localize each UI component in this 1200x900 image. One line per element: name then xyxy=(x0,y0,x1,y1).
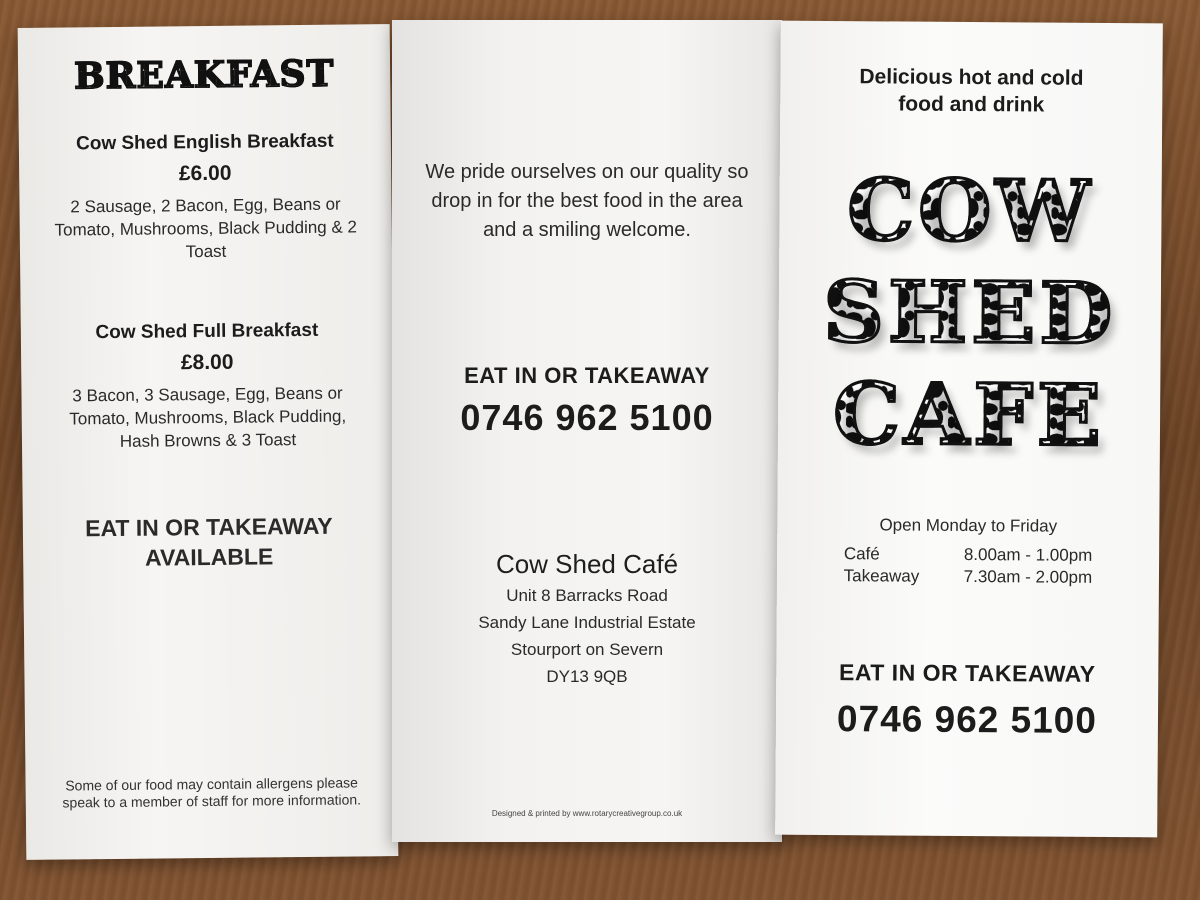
opening-hours-table xyxy=(844,543,1093,589)
hours-row xyxy=(844,543,1093,567)
logo-line: COW xyxy=(846,160,1095,261)
logo-line: SHED xyxy=(823,261,1117,364)
menu-item-description: 2 Sausage, 2 Bacon, Egg, Beans or Tomato, Mushrooms, Black Pudding & 2 Toast xyxy=(54,194,358,262)
printer-credit: Designed & printed by www.rotarycreativegroup.co.uk xyxy=(491,809,683,818)
menu-item-price: £8.00 xyxy=(180,350,234,375)
cafe-name: Cow Shed Café xyxy=(495,549,679,579)
address-line: Unit 8 Barracks Road xyxy=(506,586,668,605)
tagline xyxy=(780,63,1162,120)
hours-time: 7.30am - 2.00pm xyxy=(963,566,1093,587)
menu-item xyxy=(21,319,394,454)
opening-days: Open Monday to Friday xyxy=(879,515,1058,536)
hours-row xyxy=(844,565,1093,589)
hours-label: Takeaway xyxy=(843,566,920,586)
tagline-line2: food and drink xyxy=(898,92,1045,117)
eat-in-line2: AVAILABLE xyxy=(144,543,274,571)
phone-number: 0746 962 5100 xyxy=(836,698,1098,741)
phone-number: 0746 962 5100 xyxy=(460,397,714,438)
allergen-note: Some of our food may contain allergens please speak to a member of staff for more information. xyxy=(62,774,362,811)
menu-item-name: Cow Shed English Breakfast xyxy=(75,130,334,155)
address-line: DY13 9QB xyxy=(546,667,628,686)
eat-in-title: EAT IN OR TAKEAWAY xyxy=(838,659,1096,687)
hours-time: 8.00am - 1.00pm xyxy=(963,544,1093,565)
menu-item-price: £6.00 xyxy=(178,161,232,186)
address-line: Stourport on Severn xyxy=(510,640,664,659)
address-block xyxy=(392,582,782,690)
menu-panel-contact xyxy=(392,20,782,842)
eat-in-line1: EAT IN OR TAKEAWAY xyxy=(85,512,333,542)
tagline-line1: Delicious hot and cold xyxy=(859,65,1084,90)
logo-line: CAFE xyxy=(832,364,1106,465)
menu-item xyxy=(19,130,392,265)
menu-item-name: Cow Shed Full Breakfast xyxy=(95,319,319,344)
menu-panel-breakfast xyxy=(18,24,399,860)
cow-shed-cafe-logo xyxy=(778,159,1162,468)
eat-in-notice xyxy=(23,510,396,574)
menu-panel-cover xyxy=(775,21,1163,838)
menu-item-description: 3 Bacon, 3 Sausage, Egg, Beans or Tomato, Mushrooms, Black Pudding, Hash Browns & 3 Toast xyxy=(69,383,347,451)
address-line: Sandy Lane Industrial Estate xyxy=(478,613,696,632)
hours-label: Café xyxy=(843,544,880,564)
pride-statement: We pride ourselves on our quality so drop in for the best food in the area and a smiling welcome. xyxy=(425,161,749,241)
eat-in-title: EAT IN OR TAKEAWAY xyxy=(464,363,710,388)
breakfast-heading: BREAKFAST xyxy=(18,52,390,98)
